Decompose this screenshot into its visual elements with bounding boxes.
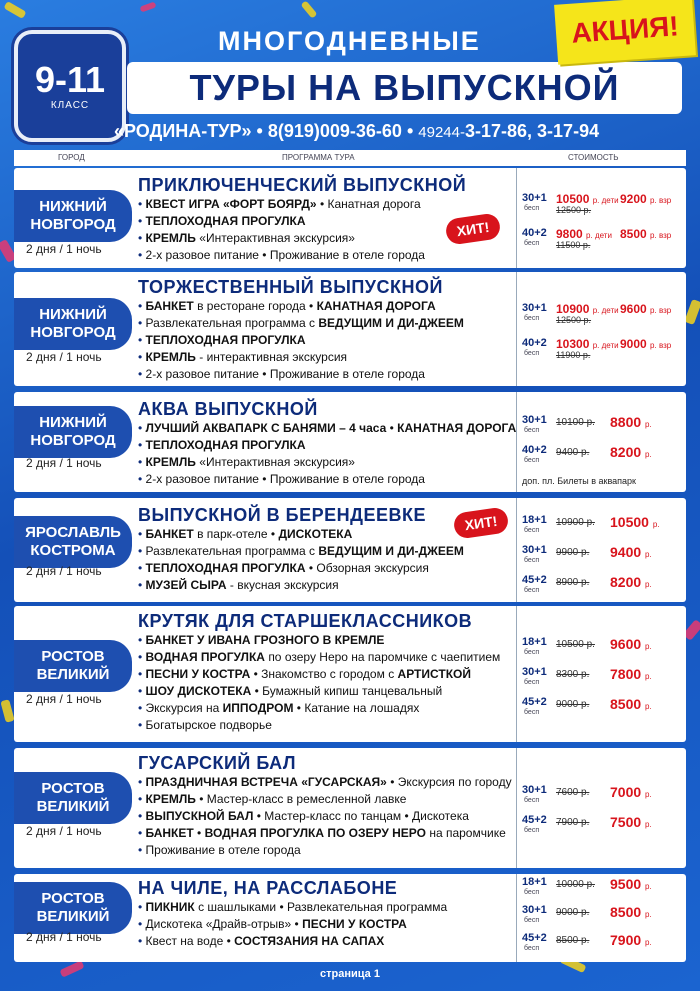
city-label: ЯРОСЛАВЛЬ КОСТРОМА xyxy=(14,516,132,568)
program-line: • ЛУЧШИЙ АКВАПАРК С БАНЯМИ – 4 часа • КАНАТНАЯ ДОРОГА xyxy=(138,421,517,435)
program-line: • ТЕПЛОХОДНАЯ ПРОГУЛКА xyxy=(138,438,306,452)
program-line: • КРЕМЛЬ - интерактивная экскурсия xyxy=(138,350,348,364)
price-block xyxy=(522,302,682,367)
program-line: • Богатырское подворье xyxy=(138,718,272,732)
price-row: 45+2 бесп 8500 р. 7900 р. xyxy=(522,932,652,952)
price-row: 40+2 бесп 9400 р. 8200 р. xyxy=(522,444,652,464)
company-name: «РОДИНА-ТУР» xyxy=(114,121,252,141)
duration: 2 дня / 1 ночь xyxy=(26,564,102,578)
contacts: «РОДИНА-ТУР» • 8(919)009-36-60 • 49244-3-17-86, 3-17-94 xyxy=(114,121,600,141)
program-line: • МУЗЕЙ СЫРА - вкусная экскурсия xyxy=(138,578,339,592)
program-line: • 2-х разовое питание • Проживание в отеле города xyxy=(138,248,425,262)
duration: 2 дня / 1 ночь xyxy=(26,456,102,470)
tour-title: ТОРЖЕСТВЕННЫЙ ВЫПУСКНОЙ xyxy=(138,277,443,297)
program-line: • КРЕМЛЬ • Мастер-класс в ремесленной лавке xyxy=(138,792,407,806)
promo-sticker xyxy=(554,0,696,65)
badge-number: 9-11 xyxy=(34,58,106,100)
title-line1: МНОГОДНЕВНЫЕ xyxy=(218,26,481,56)
phone-main: 8(919)009-36-60 xyxy=(267,121,402,141)
hit-badge: ХИТ! xyxy=(444,212,501,245)
title-line2: ТУРЫ НА ВЫПУСКНОЙ xyxy=(189,67,620,108)
hit-badge: ХИТ! xyxy=(452,506,509,539)
city-label: НИЖНИЙ НОВГОРОД xyxy=(14,190,132,242)
tour-title: НА ЧИЛЕ, НА РАССЛАБОНЕ xyxy=(138,878,398,898)
title-box xyxy=(127,62,682,114)
price-row: 18+1 бесп 10900 р. 10500 р. xyxy=(522,514,660,534)
column-header xyxy=(14,150,686,166)
tour-card xyxy=(14,272,686,386)
price-row: 40+2 бесп 10300 р. дети 9000 р. взр 11900 р. xyxy=(522,337,672,360)
program-line: • ТЕПЛОХОДНАЯ ПРОГУЛКА xyxy=(138,214,306,228)
program-line: • КРЕМЛЬ «Интерактивная экскурсия» xyxy=(138,231,355,245)
city-label: НИЖНИЙ НОВГОРОД xyxy=(14,406,132,458)
price-note: доп. пл. Билеты в аквапарк xyxy=(522,476,636,486)
tour-card xyxy=(14,168,686,268)
tour-card xyxy=(14,606,686,742)
price-row: 45+2 бесп 9000 р. 8500 р. xyxy=(522,696,652,716)
price-row: 45+2 бесп 7900 р. 7500 р. xyxy=(522,814,652,834)
price-row: 30+1 бесп 10100 р. 8800 р. xyxy=(522,414,652,434)
tour-program xyxy=(138,752,518,859)
program-line: • КРЕМЛЬ «Интерактивная экскурсия» xyxy=(138,455,355,469)
program-line: • 2-х разовое питание • Проживание в отеле города xyxy=(138,367,425,381)
duration: 2 дня / 1 ночь xyxy=(26,824,102,838)
price-block xyxy=(522,636,682,726)
program-line: • 2-х разовое питание • Проживание в отеле города xyxy=(138,472,425,486)
tour-card xyxy=(14,392,686,492)
tour-card xyxy=(14,874,686,962)
price-row: 30+1 бесп 9900 р. 9400 р. xyxy=(522,544,652,564)
promo-label: АКЦИЯ! xyxy=(570,10,680,49)
program-line: • Развлекательная программа с ВЕДУЩИМ И ДИ-ДЖЕЕМ xyxy=(138,544,464,558)
program-line: • ПРАЗДНИЧНАЯ ВСТРЕЧА «ГУСАРСКАЯ» • Экскурсия по городу xyxy=(138,775,512,789)
price-row: 45+2 бесп 8900 р. 8200 р. xyxy=(522,574,652,594)
tour-title: ВЫПУСКНОЙ В БЕРЕНДЕЕВКЕ xyxy=(138,505,426,525)
badge-label: КЛАСС xyxy=(50,99,90,111)
city-label: РОСТОВ ВЕЛИКИЙ xyxy=(14,772,132,824)
confetti xyxy=(684,299,700,325)
confetti xyxy=(0,699,14,723)
tour-program xyxy=(138,610,518,734)
header xyxy=(0,0,700,150)
price-block xyxy=(522,192,682,257)
tour-program xyxy=(138,276,518,383)
price-row: 30+1 бесп 10900 р. дети 9600 р. взр 12500 р. xyxy=(522,302,672,325)
program-line: • КВЕСТ ИГРА «ФОРТ БОЯРД» • Канатная дорога xyxy=(138,197,421,211)
program-line: • БАНКЕТ У ИВАНА ГРОЗНОГО В КРЕМЛЕ xyxy=(138,633,385,647)
city-label: РОСТОВ ВЕЛИКИЙ xyxy=(14,640,132,692)
program-line: • БАНКЕТ • ВОДНАЯ ПРОГУЛКА ПО ОЗЕРУ НЕРО на паромчике xyxy=(138,826,506,840)
program-line: • БАНКЕТ в парк-отеле • ДИСКОТЕКА xyxy=(138,527,353,541)
tour-title: КРУТЯК ДЛЯ СТАРШЕКЛАССНИКОВ xyxy=(138,611,473,631)
tour-program xyxy=(138,877,518,950)
tour-title: ПРИКЛЮЧЕНЧЕСКИЙ ВЫПУСКНОЙ xyxy=(138,175,467,195)
price-block xyxy=(522,784,682,844)
col-program: ПРОГРАММА ТУРА xyxy=(282,153,355,162)
col-city: ГОРОД xyxy=(58,153,85,162)
price-row: 30+1 бесп 9000 р. 8500 р. xyxy=(522,904,652,924)
phone-city: 3-17-86, 3-17-94 xyxy=(465,121,600,141)
page-number: страница 1 xyxy=(320,968,380,980)
program-line: • Экскурсия на ИППОДРОМ • Катание на лошадях xyxy=(138,701,420,715)
duration: 2 дня / 1 ночь xyxy=(26,242,102,256)
program-line: • ТЕПЛОХОДНАЯ ПРОГУЛКА xyxy=(138,333,306,347)
grade-badge xyxy=(14,30,126,142)
price-row: 30+1 бесп 10500 р. дети 9200 р. взр 12500 р. xyxy=(522,192,672,215)
tour-card xyxy=(14,748,686,868)
duration: 2 дня / 1 ночь xyxy=(26,930,102,944)
tour-title: ГУСАРСКИЙ БАЛ xyxy=(138,753,296,773)
program-line: • Квест на воде • СОСТЯЗАНИЯ НА САПАХ xyxy=(138,934,385,948)
program-line: • Развлекательная программа с ВЕДУЩИМ И ДИ-ДЖЕЕМ xyxy=(138,316,464,330)
program-line: • ВЫПУСКНОЙ БАЛ • Мастер-класс по танцам • Дискотека xyxy=(138,809,469,823)
price-row: 30+1 бесп 8300 р. 7800 р. xyxy=(522,666,652,686)
duration: 2 дня / 1 ночь xyxy=(26,692,102,706)
program-line: • БАНКЕТ в ресторане города • КАНАТНАЯ ДОРОГА xyxy=(138,299,436,313)
program-line: • ШОУ ДИСКОТЕКА • Бумажный кипиш танцевальный xyxy=(138,684,443,698)
program-line: • Проживание в отеле города xyxy=(138,843,301,857)
duration: 2 дня / 1 ночь xyxy=(26,350,102,364)
phone-code: 49244- xyxy=(418,124,465,141)
program-line: • ВОДНАЯ ПРОГУЛКА по озеру Неро на паромчике с чаепитием xyxy=(138,650,501,664)
city-label: НИЖНИЙ НОВГОРОД xyxy=(14,298,132,350)
col-price: СТОИМОСТЬ xyxy=(568,153,619,162)
price-row: 18+1 бесп 10500 р. 9600 р. xyxy=(522,636,652,656)
price-block xyxy=(522,876,682,960)
price-row: 18+1 бесп 10000 р. 9500 р. xyxy=(522,876,652,896)
program-line: • ТЕПЛОХОДНАЯ ПРОГУЛКА • Обзорная экскурсия xyxy=(138,561,429,575)
tour-program xyxy=(138,398,518,488)
program-line: • ПЕСНИ У КОСТРА • Знакомство с городом с АРТИСТКОЙ xyxy=(138,667,471,681)
city-label: РОСТОВ ВЕЛИКИЙ xyxy=(14,882,132,934)
price-row: 30+1 бесп 7600 р. 7000 р. xyxy=(522,784,652,804)
program-line: • ПИКНИК с шашлыками • Развлекательная программа xyxy=(138,900,448,914)
tour-card xyxy=(14,498,686,602)
price-row: 40+2 бесп 9800 р. дети 8500 р. взр 11500 р. xyxy=(522,227,672,250)
price-block xyxy=(522,514,682,604)
program-line: • Дискотека «Драйв-отрыв» • ПЕСНИ У КОСТРА xyxy=(138,917,407,931)
tour-title: АКВА ВЫПУСКНОЙ xyxy=(138,399,318,419)
price-block xyxy=(522,414,682,486)
